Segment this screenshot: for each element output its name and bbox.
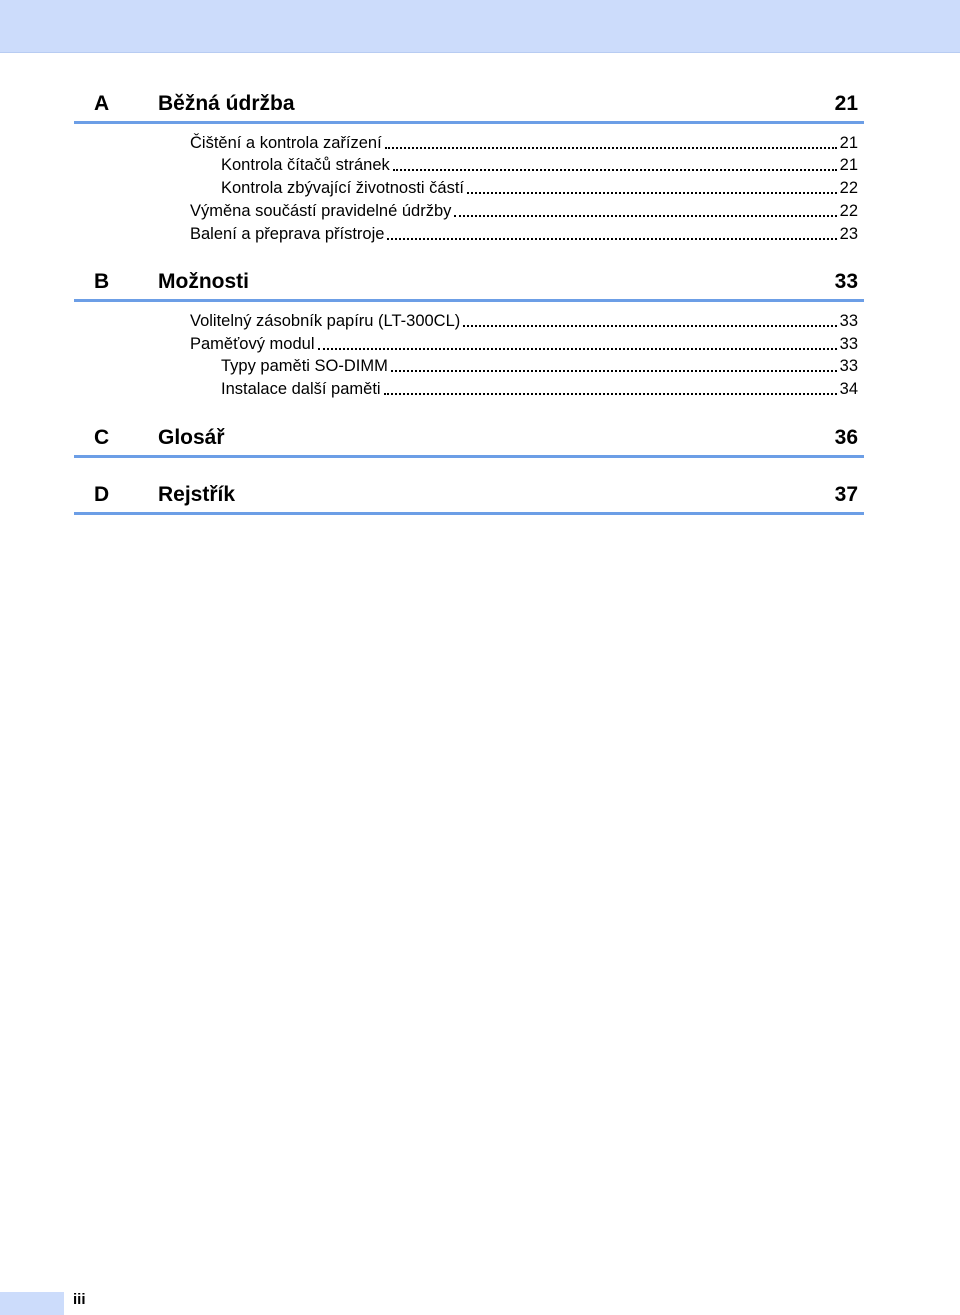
toc-entry-paper-tray[interactable] [190,309,858,331]
toc-entry-cleaning[interactable] [190,131,858,153]
chapter-title: Běžná údržba [158,92,295,115]
chapter-title: Možnosti [158,270,249,293]
toc-entry-install-memory[interactable] [221,377,858,399]
entry-title: Kontrola zbývající životnosti částí [221,179,465,197]
chapter-page: 36 [834,426,858,449]
chapter-heading-a[interactable] [74,87,864,124]
entry-page: 33 [839,312,858,330]
entry-title: Čištění a kontrola zařízení [190,134,382,152]
entry-title: Typy paměti SO-DIMM [221,357,388,375]
chapter-heading-c[interactable] [74,421,864,458]
chapter-page: 37 [834,483,858,506]
chapter-letter: B [94,270,110,293]
chapter-page: 21 [834,92,858,115]
dot-leader [393,167,837,171]
chapter-letter: A [94,92,110,115]
chapter-heading-b[interactable] [74,265,864,302]
chapter-title: Rejstřík [158,483,236,506]
dot-leader [384,391,837,395]
toc-entry-maintenance-parts[interactable] [190,199,858,221]
dot-leader [318,346,837,350]
header-band [0,0,960,53]
page-number: iii [73,1291,86,1308]
dot-leader [387,236,836,240]
toc-entry-packing[interactable] [190,222,858,244]
entry-page: 33 [839,335,858,353]
entry-page: 21 [839,156,858,174]
entry-page: 22 [839,179,858,197]
entry-page: 21 [839,134,858,152]
entry-page: 22 [839,202,858,220]
dot-leader [467,190,837,194]
entry-page: 34 [839,380,858,398]
toc-entry-page-counters[interactable] [221,153,858,175]
dot-leader [463,323,836,327]
entry-page: 23 [839,225,858,243]
entry-title: Volitelný zásobník papíru (LT-300CL) [190,312,461,330]
toc-entry-memory-module[interactable] [190,332,858,354]
chapter-letter: C [94,426,110,449]
chapter-letter: D [94,483,110,506]
entry-page: 33 [839,357,858,375]
entry-title: Paměťový modul [190,335,315,353]
chapter-heading-d[interactable] [74,478,864,515]
entry-title: Kontrola čítačů stránek [221,156,390,174]
dot-leader [385,145,837,149]
chapter-title: Glosář [158,426,225,449]
page-tab [0,1292,64,1315]
dot-leader [454,213,836,217]
toc-entry-parts-life[interactable] [221,176,858,198]
chapter-page: 33 [834,270,858,293]
toc-entry-so-dimm[interactable] [221,354,858,376]
entry-title: Instalace další paměti [221,380,381,398]
entry-title: Výměna součástí pravidelné údržby [190,202,452,220]
entry-title: Balení a přeprava přístroje [190,225,385,243]
dot-leader [391,368,837,372]
